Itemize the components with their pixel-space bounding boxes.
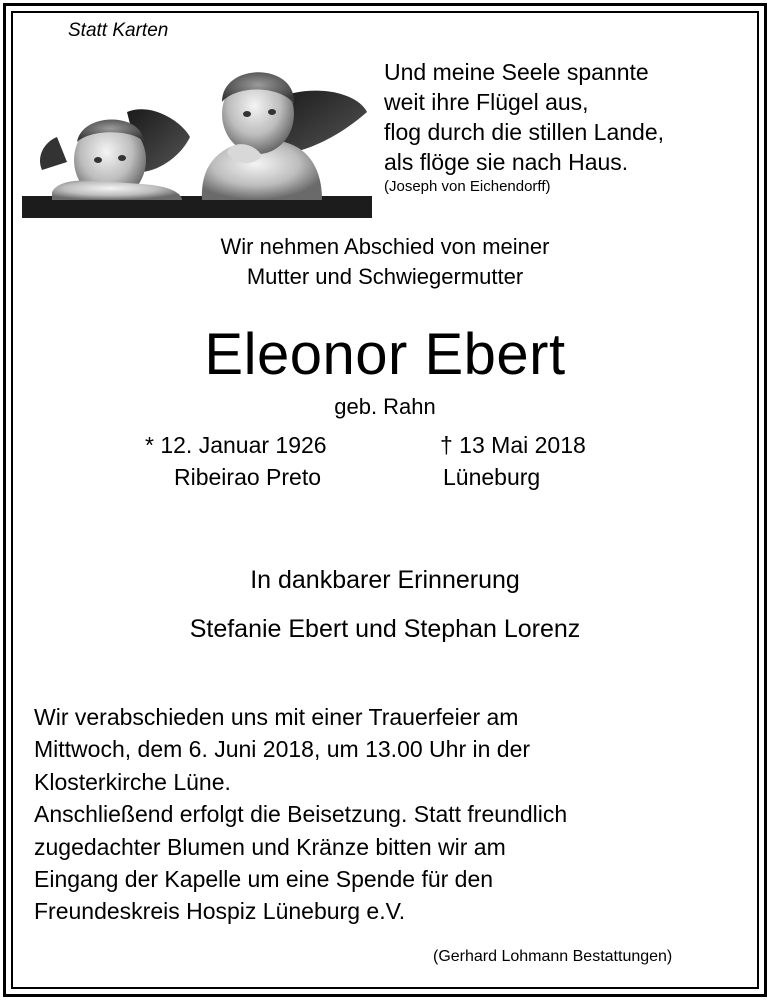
poem-line: weit ihre Flügel aus, [384, 89, 589, 115]
death-place: Lüneburg [443, 464, 541, 490]
birth-date: * 12. Januar 1926 [145, 432, 327, 458]
intro-line: Wir nehmen Abschied von meiner [220, 234, 550, 259]
service-line: Klosterkirche Lüne. [34, 768, 231, 795]
poem-author: (Joseph von Eichendorff) [384, 178, 551, 195]
service-line: zugedachter Blumen und Kränze bitten wir am [34, 833, 506, 860]
death-date: † 13 Mai 2018 [440, 432, 586, 458]
statt-karten-note: Statt Karten [68, 20, 169, 41]
mourner-names: Stefanie Ebert und Stephan Lorenz [189, 615, 581, 643]
poem-line: flog durch die stillen Lande, [384, 119, 665, 145]
undertaker-credit: (Gerhard Lohmann Bestattungen) [433, 948, 673, 965]
intro-text [0, 232, 770, 292]
service-line: Mittwoch, dem 6. Juni 2018, um 13.00 Uhr in der [34, 736, 531, 763]
memory-line: In dankbarer Erinnerung [250, 566, 520, 594]
deceased-name: Eleonor Ebert [204, 322, 566, 387]
cherubs-illustration-icon [22, 42, 372, 218]
poem [384, 57, 664, 177]
birth-name: geb. Rahn [334, 394, 436, 419]
service-line: Anschließend erfolgt die Beisetzung. Statt freundlich [34, 801, 568, 828]
service-details [34, 701, 744, 928]
service-line: Eingang der Kapelle um eine Spende für den [34, 866, 494, 893]
intro-line: Mutter und Schwiegermutter [246, 264, 524, 289]
birth-place: Ribeirao Preto [174, 464, 322, 490]
service-line: Wir verabschieden uns mit einer Trauerfeier am [34, 704, 519, 730]
service-line: Freundeskreis Hospiz Lüneburg e.V. [34, 898, 406, 925]
poem-line: Und meine Seele spannte [384, 59, 649, 85]
poem-line: als flöge sie nach Haus. [384, 149, 629, 175]
